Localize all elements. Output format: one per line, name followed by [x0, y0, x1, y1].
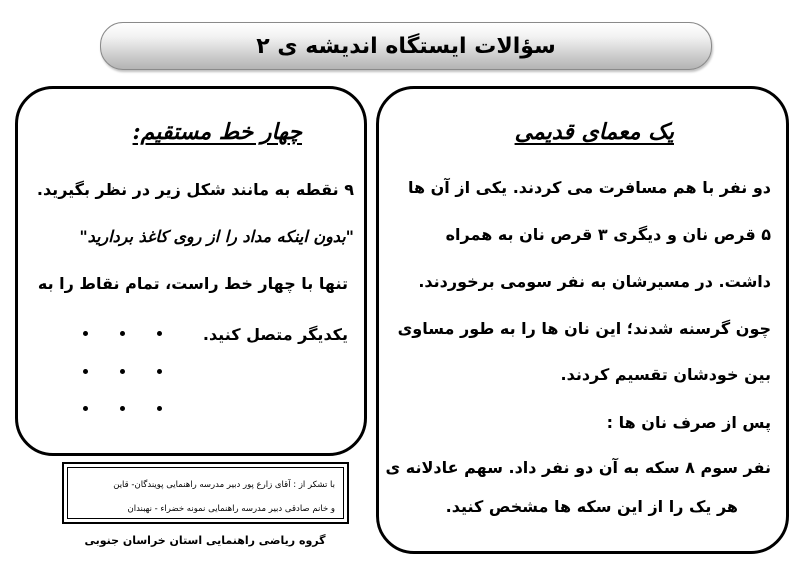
four-lines-puzzle-title: چهار خط مستقیم: — [132, 119, 302, 145]
old-riddle-title: یک معمای قدیمی — [514, 119, 674, 145]
old-riddle-card — [376, 86, 789, 554]
credits-box — [62, 462, 349, 524]
grid-dot — [120, 406, 125, 411]
riddle-text-line-4: چون گرسنه شدند؛ این نان ها را به طور مساوی — [397, 319, 771, 338]
grid-dot — [83, 331, 88, 336]
riddle-text-line-6: پس از صرف نان ها : — [606, 413, 771, 432]
puzzle-text-line-4: یکدیگر متصل کنید. — [202, 325, 348, 344]
grid-dot — [120, 331, 125, 336]
title-banner — [100, 22, 712, 70]
puzzle-text-line-1: ۹ نقطه به مانند شکل زیر در نظر بگیرید. — [36, 180, 354, 199]
puzzle-text-line-2: "بدون اینکه مداد را از روی کاغذ بردارید" — [79, 227, 354, 246]
riddle-text-line-8: هر یک را از این سکه ها مشخص کنید. — [445, 497, 738, 516]
grid-dot — [83, 369, 88, 374]
riddle-text-line-1: دو نفر با هم مسافرت می کردند. یکی از آن ها — [407, 178, 771, 197]
puzzle-text-line-3: تنها با چهار خط راست، تمام نقاط را به — [37, 274, 348, 293]
riddle-text-line-3: داشت. در مسیرشان به نفر سومی برخوردند. — [418, 272, 771, 291]
credits-inner-frame — [67, 467, 344, 519]
grid-dot — [120, 369, 125, 374]
grid-dot — [83, 406, 88, 411]
grid-dot — [157, 331, 162, 336]
credits-line-2: و خانم صادقی دبیر مدرسه راهنمایی نمونه خضراء - نهبندان — [127, 504, 335, 514]
riddle-text-line-5: بین خودشان تقسیم کردند. — [560, 365, 771, 384]
grid-dot — [157, 406, 162, 411]
credits-line-1: با تشکر از : آقای زارع پور دبیر مدرسه راهنمایی پویندگان- قاین — [113, 480, 335, 490]
riddle-text-line-2: ۵ قرص نان و دیگری ۳ قرص نان به همراه — [445, 225, 771, 244]
footer-group-name: گروه ریاضی راهنمایی استان خراسان جنوبی — [84, 534, 326, 547]
grid-dot — [157, 369, 162, 374]
four-lines-puzzle-card — [15, 86, 367, 456]
page-title: سؤالات ایستگاه اندیشه ی ۲ — [256, 33, 556, 59]
riddle-text-line-7: نفر سوم ۸ سکه به آن دو نفر داد. سهم عادلانه ی — [385, 458, 771, 477]
